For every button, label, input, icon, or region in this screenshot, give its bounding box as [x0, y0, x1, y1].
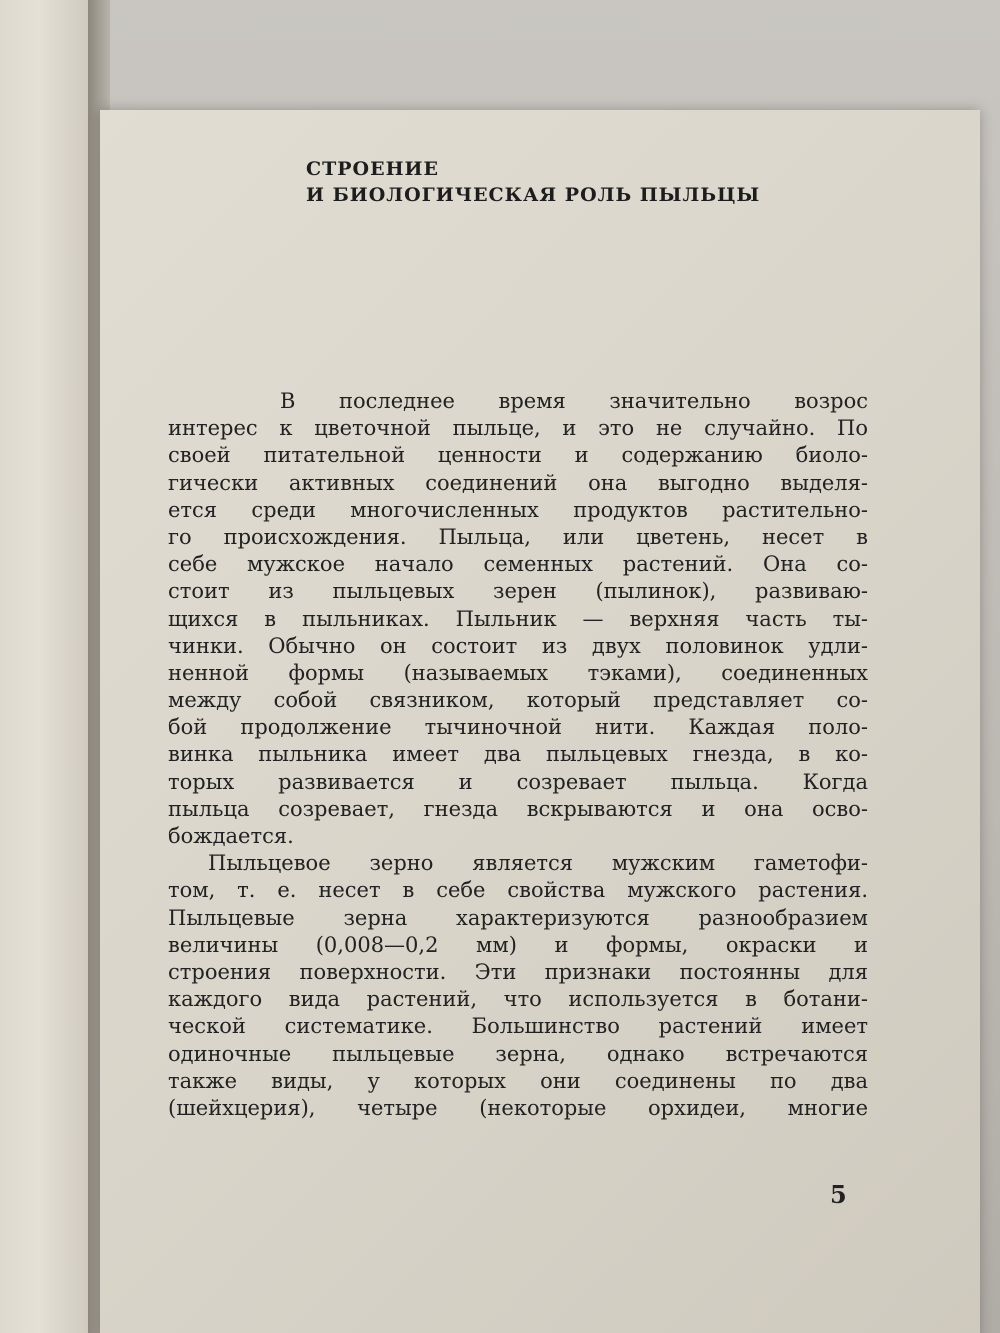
text-line: своей питательной ценности и содержанию биоло-: [168, 443, 868, 468]
text-line: Пыльцевые зерна характеризуются разнообразием: [168, 905, 868, 930]
text-line: гически активных соединений она выгодно выделя-: [168, 470, 868, 495]
text-line: каждого вида растений, что используется в ботани-: [168, 987, 868, 1012]
text-line: бой продолжение тычиночной нити. Каждая поло-: [168, 715, 868, 740]
text-line: торых развивается и созревает пыльца. Когда: [168, 769, 868, 794]
text-line: го происхождения. Пыльца, или цветень, несет в: [168, 524, 868, 549]
left-page: [0, 0, 92, 1333]
text-line: (шейхцерия), четыре (некоторые орхидеи, многие: [168, 1095, 868, 1120]
heading-line: СТРОЕНИЕ: [306, 158, 439, 180]
text-line: ческой систематике. Большинство растений имеет: [168, 1014, 868, 1039]
text-line: стоит из пыльцевых зерен (пылинок), развиваю-: [168, 579, 868, 604]
page-body: [168, 388, 868, 1122]
text-line: чинки. Обычно он состоит из двух половинок удли-: [168, 633, 868, 658]
page-heading: [306, 156, 760, 208]
text-line: ненной формы (называемых тэками), соединенных: [168, 660, 868, 685]
text-line: бождается.: [168, 824, 294, 848]
text-line: щихся в пыльниках. Пыльник — верхняя часть ты-: [168, 606, 868, 631]
text-line: пыльца созревает, гнезда вскрываются и она осво-: [168, 796, 868, 821]
page-number: 5: [830, 1180, 847, 1209]
text-line: ется среди многочисленных продуктов растительно-: [168, 497, 868, 522]
text-line: том, т. е. несет в себе свойства мужского растения.: [168, 878, 868, 903]
text-line: В последнее время значительно возрос: [280, 389, 868, 413]
book-page: [100, 110, 980, 1333]
text-line: Пыльцевое зерно является мужским гаметофи-: [208, 851, 868, 876]
text-line: строения поверхности. Эти признаки постоянны для: [168, 959, 868, 984]
heading-line: И БИОЛОГИЧЕСКАЯ РОЛЬ ПЫЛЬЦЫ: [306, 184, 761, 206]
text-line: величины (0,008—0,2 мм) и формы, окраски и: [168, 932, 868, 957]
text-line: интерес к цветочной пыльце, и это не случайно. По: [168, 416, 868, 441]
text-line: одиночные пыльцевые зерна, однако встречаются: [168, 1041, 868, 1066]
text-line: себе мужское начало семенных растений. Она со-: [168, 552, 868, 577]
text-line: также виды, у которых они соединены по два: [168, 1068, 868, 1093]
text-line: между собой связником, который представляет со-: [168, 688, 868, 713]
text-line: винка пыльника имеет два пыльцевых гнезда, в ко-: [168, 742, 868, 767]
